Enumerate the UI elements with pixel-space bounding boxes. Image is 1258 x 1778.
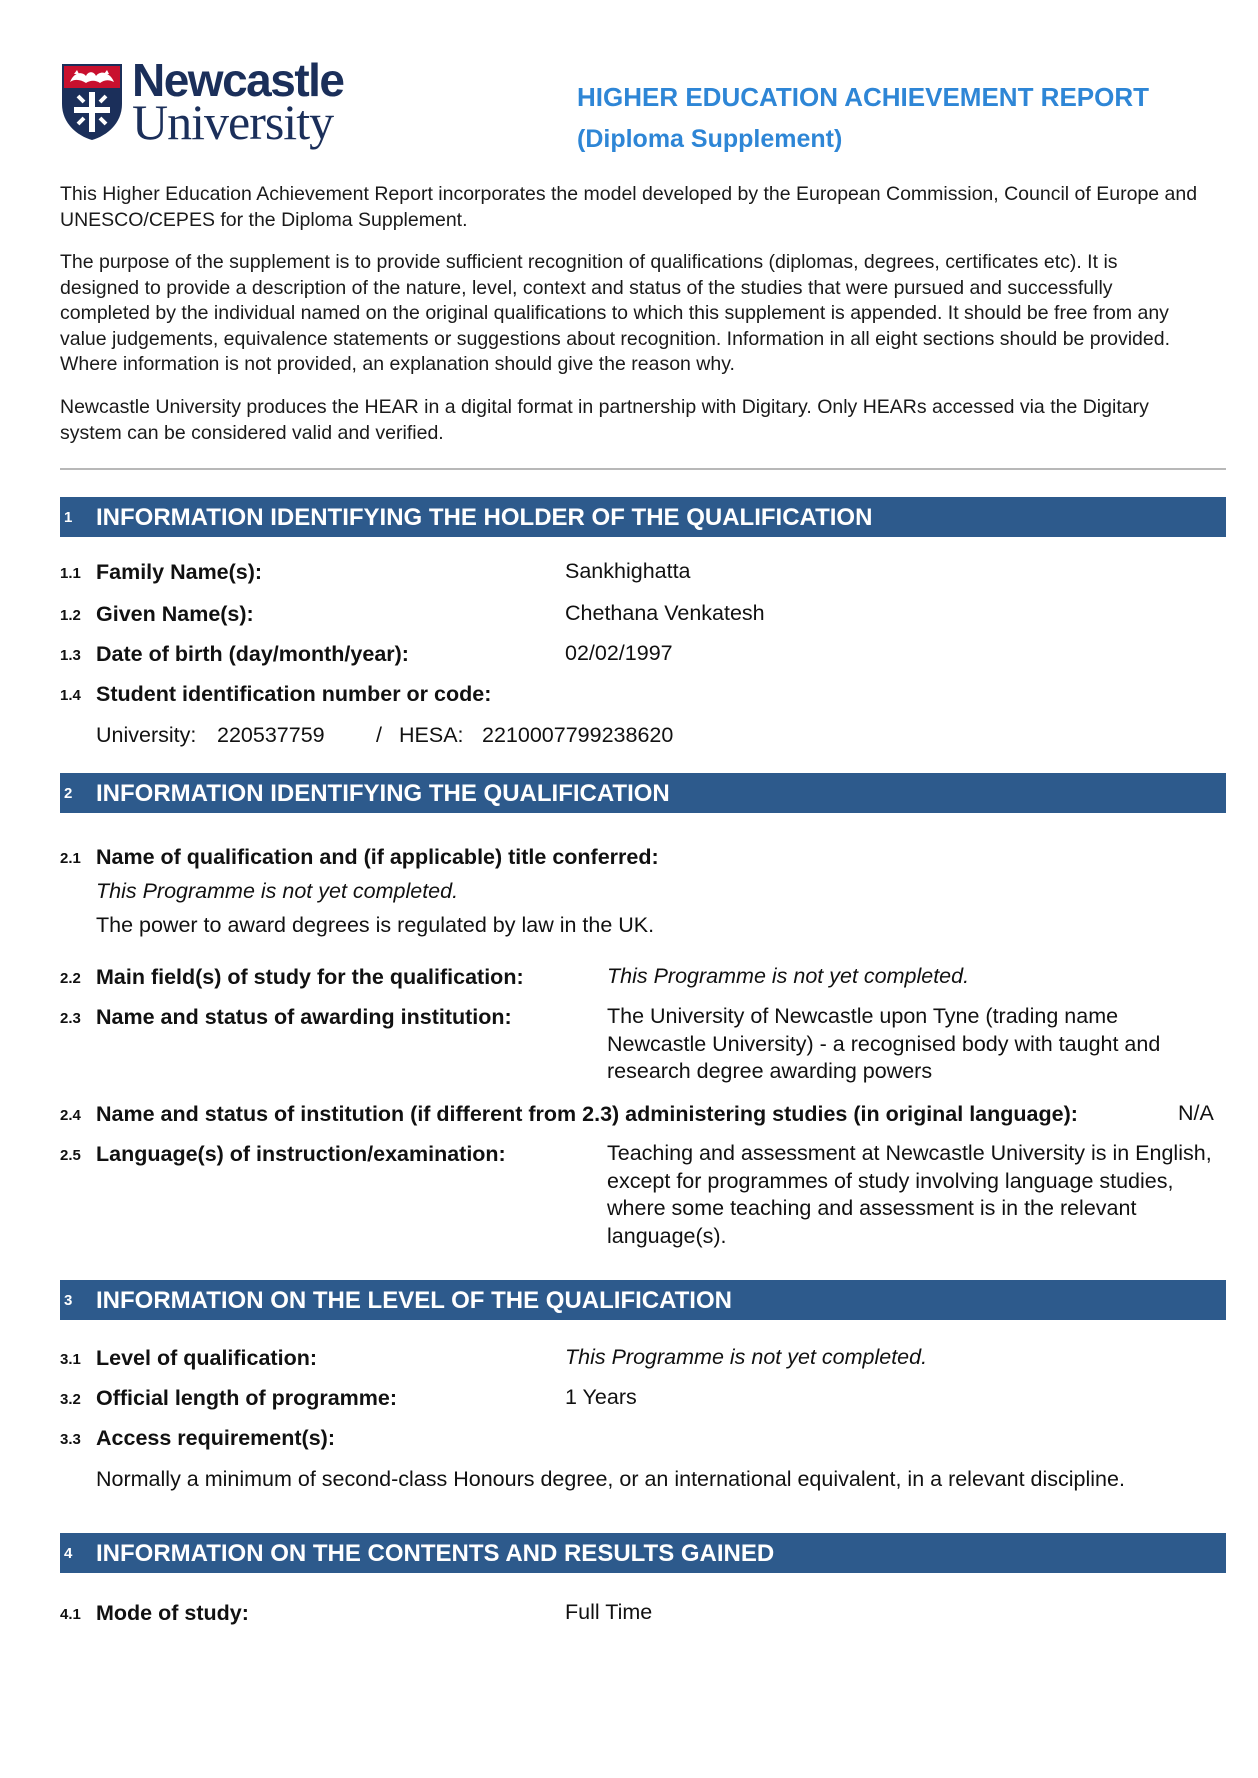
qualification-level-label: Level of qualification: (96, 1346, 317, 1370)
field-number: 2.3 (60, 1010, 81, 1027)
date-of-birth-value: 02/02/1997 (565, 641, 673, 665)
language-of-instruction-label: Language(s) of instruction/examination: (96, 1142, 506, 1166)
main-field-label: Main field(s) of study for the qualification: (96, 965, 524, 989)
qualification-name-label: Name of qualification and (if applicable) title conferred: (96, 845, 659, 869)
university-id-label: University: (96, 723, 197, 747)
family-name-value: Sankhighatta (565, 559, 691, 583)
intro-paragraph-1: This Higher Education Achievement Report incorporates the model developed by the European Commission, Council of Europe and UNESCO/CEPES for the Diploma Supplement. (60, 183, 1198, 231)
field-number: 2.1 (60, 850, 81, 867)
field-number: 1.2 (60, 607, 81, 624)
university-shield-icon (60, 62, 124, 142)
horizontal-divider (60, 468, 1226, 470)
programme-length-value: 1 Years (565, 1385, 637, 1409)
hesa-id-label: HESA: (399, 723, 464, 747)
intro-paragraph-3: Newcastle University produces the HEAR in a digital format in partnership with Digitary. Only HEARs accessed via the Digitary system can be considered valid and verified. (60, 396, 1149, 444)
family-name-label: Family Name(s): (96, 560, 263, 584)
hesa-id-value: 2210007799238620 (482, 723, 674, 747)
mode-of-study-label: Mode of study: (96, 1601, 249, 1625)
section-number: 3 (64, 1292, 73, 1309)
newcastle-university-logo (60, 54, 370, 152)
field-number: 2.5 (60, 1147, 81, 1164)
qualification-level-value: This Programme is not yet completed. (565, 1345, 928, 1369)
section-2-header (60, 773, 1226, 813)
field-number: 3.2 (60, 1391, 81, 1408)
report-title: HIGHER EDUCATION ACHIEVEMENT REPORT (577, 82, 1150, 112)
logo-wordmark-university: University (132, 94, 334, 150)
awarding-institution-label: Name and status of awarding institution: (96, 1005, 512, 1029)
main-field-value: This Programme is not yet completed. (607, 964, 970, 988)
report-subtitle: (Diploma Supplement) (577, 125, 843, 153)
section-4-header (60, 1533, 1226, 1573)
section-number: 1 (64, 509, 73, 526)
field-number: 2.2 (60, 970, 81, 987)
qualification-name-value: This Programme is not yet completed. (96, 879, 459, 903)
field-number: 1.1 (60, 565, 81, 582)
section-title: INFORMATION IDENTIFYING THE QUALIFICATION (96, 780, 670, 807)
field-number: 4.1 (60, 1606, 81, 1623)
section-3-header (60, 1280, 1226, 1320)
given-name-label: Given Name(s): (96, 602, 254, 626)
access-requirements-value: Normally a minimum of second-class Honours degree, or an international equivalent, in a relevant discipline. (96, 1467, 1125, 1491)
section-number: 2 (64, 785, 73, 802)
access-requirements-label: Access requirement(s): (96, 1426, 335, 1450)
university-id-value: 220537759 (217, 723, 325, 747)
section-1-header (60, 497, 1226, 537)
administering-institution-label: Name and status of institution (if different from 2.3) administering studies (in original language): (96, 1102, 1078, 1126)
language-of-instruction-value: Teaching and assessment at Newcastle University is in English, except for programmes of study involving language studies, where some teaching and assessment is in the relevant language(s). (607, 1141, 1212, 1248)
field-number: 1.4 (60, 687, 81, 704)
programme-length-label: Official length of programme: (96, 1386, 398, 1410)
id-separator: / (376, 723, 382, 747)
administering-institution-value: N/A (1178, 1101, 1214, 1125)
field-number: 3.3 (60, 1431, 81, 1448)
given-name-value: Chethana Venkatesh (565, 601, 765, 625)
student-id-label: Student identification number or code: (96, 682, 492, 706)
section-number: 4 (64, 1545, 73, 1562)
field-number: 2.4 (60, 1107, 81, 1124)
section-title: INFORMATION ON THE CONTENTS AND RESULTS GAINED (96, 1540, 775, 1567)
logo-wordmark-newcastle: Newcastle (132, 54, 344, 106)
awarding-institution-value: The University of Newcastle upon Tyne (trading name Newcastle University) - a recognised body with taught and research degree awarding powers (607, 1004, 1161, 1083)
field-number: 1.3 (60, 647, 81, 664)
date-of-birth-label: Date of birth (day/month/year): (96, 642, 409, 666)
section-title: INFORMATION IDENTIFYING THE HOLDER OF THE QUALIFICATION (96, 504, 873, 531)
degree-regulation-note: The power to award degrees is regulated by law in the UK. (96, 913, 655, 937)
field-number: 3.1 (60, 1351, 81, 1368)
intro-paragraph-2: The purpose of the supplement is to provide sufficient recognition of qualifications (diplomas, degrees, certificates etc). It is designed to provide a description of the nature, level, context and status of the studies that were pursued and successfully completed by the individual named on the original qualifications to which this supplement is appended. It should be free from any value judgements, equivalence statements or suggestions about recognition. Information in all eight sections should be provided. Where information is not provided, an explanation should give the reason why. (60, 251, 1171, 376)
mode-of-study-value: Full Time (565, 1600, 653, 1624)
section-title: INFORMATION ON THE LEVEL OF THE QUALIFICATION (96, 1287, 732, 1314)
